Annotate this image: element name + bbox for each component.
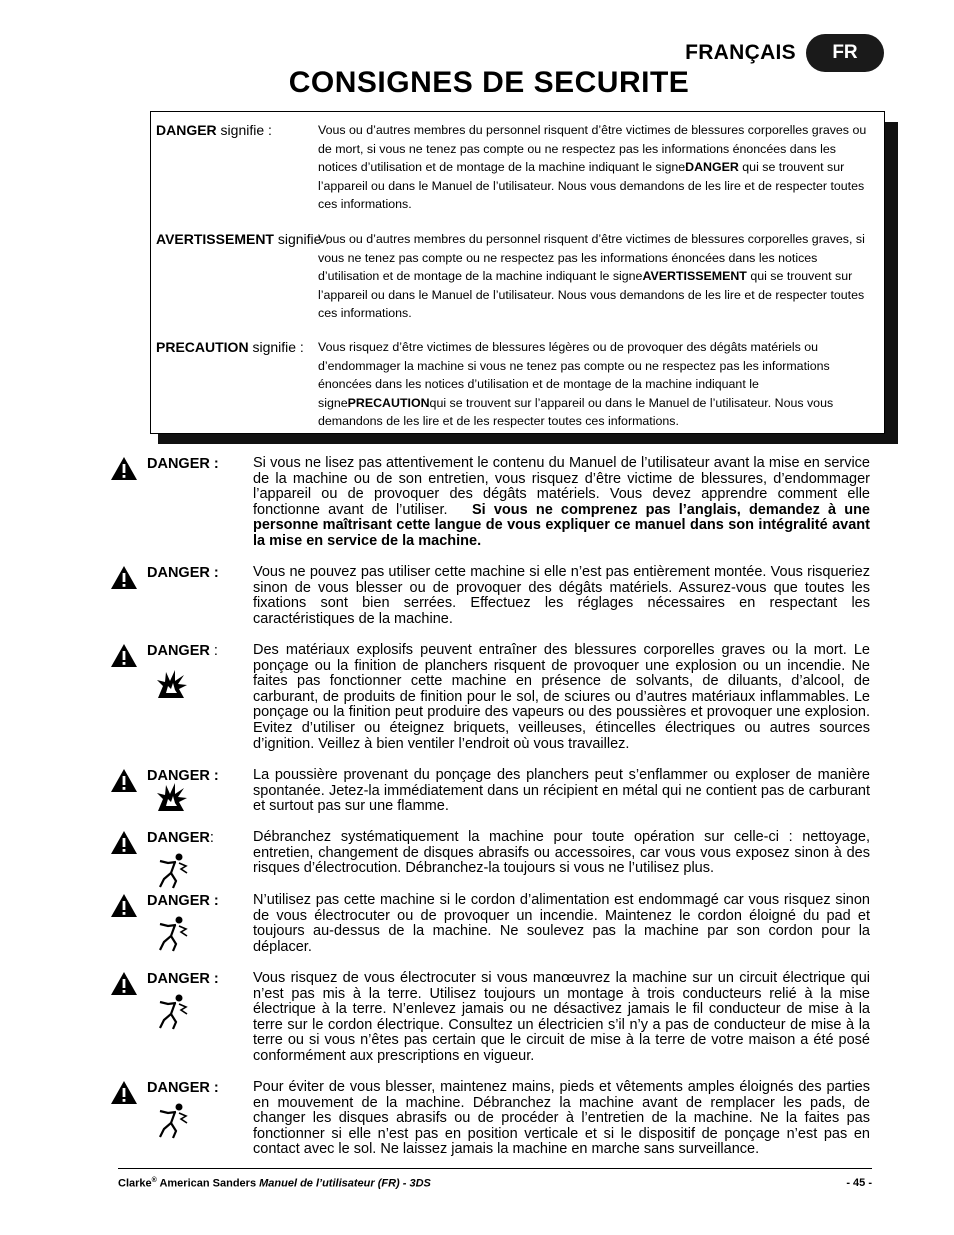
definitions-box: [150, 111, 885, 434]
warning-triangle-icon: [110, 893, 138, 918]
warning-label: DANGER :: [147, 971, 219, 987]
page-title: CONSIGNES DE SECURITE: [288, 66, 690, 99]
warning-text: Vous risquez de vous électrocuter si vous manœuvrez la machine sur un circuit électrique qui n’est pas mis à la terre. Utilisez toujours un montage à trois conducteurs relié à la mise électrique à la terre. N’enlevez jamais ou ne désactivez jamais le fil conducteur de mise à la terre sur le cordon électrique. Consultez un électricien s’il n’y a pas de conducteur de mise à la terre ou si vous n’êtes pas certain que le circuit de mise à la terre de votre maison a été posé conformément aux prescriptions en vigueur.: [253, 970, 870, 1064]
definition-text: Vous ou d’autres membres du personnel risquent d’être victimes de blessures corporelles graves, si vous ne tenez pas compte ou ne respectez pas les informations énoncées dans les notices d’utilisation et de montage de la machine indiquant le signeAVERTISSEMENT qui se trouvent sur l’appareil ou dans le Manuel de l’utilisateur. Nous vous demandons de les lire et de respecter toutes ces informations.: [318, 232, 865, 321]
explosion-icon: [154, 669, 188, 699]
page-number: - 45 -: [846, 1177, 872, 1189]
definition-term: DANGER: [156, 122, 217, 138]
warning-label: DANGER :: [147, 893, 219, 909]
definition-precaution: PRECAUTION signifie : Vous risquez d’être victimes de blessures légères ou de provoquer des dégâts matériels ou d’endommager la machine si vous ne tenez pas compte ou ne respectez pas les informations énoncées dans les notices d’utilisation et de montage de la machine indiquant le signePRECAUTIONqui se trouvent sur l’appareil ou dans le Manuel de l’utilisateur. Nous vous demandons de les lire et de les respecter toutes ces informations.: [156, 338, 878, 431]
explosion-icon: [154, 782, 188, 812]
warning-triangle-icon: [110, 643, 138, 668]
warning-text: N’utilisez pas cette machine si le cordon d’alimentation est endommagé car vous risquez sinon de vous électrocuter ou de provoquer un incendie. Maintenez le cordon éloigné du pad et toujours au-dessus de la machine. Ne soulevez pas la machine par son cordon pour la déplacer.: [253, 892, 870, 955]
warning-label: DANGER :: [147, 565, 219, 581]
definition-text: Vous ou d’autres membres du personnel risquent d’être victimes de blessures corporelles graves ou de mort, si vous ne tenez pas compte ou ne respectez pas les informations énoncées dans les notices d’utilisation et de montage de la machine indiquant le signeDANGER qui se trouvent sur l’appareil ou dans le Manuel de l’utilisateur. Nous vous demandons de les lire et de respecter toutes ces informations.: [318, 123, 867, 212]
warning-text: Des matériaux explosifs peuvent entraîner des blessures corporelles graves ou la mort. Le ponçage ou la finition de planchers risquent de provoquer une explosion ou un incendie. Ne faites pas fonctionner cette machine en présence de solvants, de diluants, d’alcool, de carburant, de produits de finition pour le sol, de sciures ou d’autres matériaux inflammables. Le ponçage ou la finition peut produire des vapeurs ou des poussières et provoquer une explosion. Evitez d’utiliser ou éteignez briquets, veilleuses, étincelles électriques ou autres sources d’ignition. Veillez à bien ventiler l’endroit où vous travaillez.: [253, 642, 870, 752]
warning-label: DANGER :: [147, 643, 218, 659]
warning-triangle-icon: [110, 971, 138, 996]
warning-text: Débranchez systématiquement la machine pour toute opération sur celle-ci : nettoyage, entretien, changement de disques abrasifs ou accessoires, car vous vous exposez sinon à des risques d’électrocution. Débranchez-la toujours si vous ne l’utilisez plus.: [253, 829, 870, 877]
warning-text: Si vous ne lisez pas attentivement le contenu du Manuel de l’utilisateur avant la mise en service de la machine ou de son entretien, vous risquez d’être victime de blessures, d’endommager l’appareil ou de provoquer des dégâts matériels. Vous devez apprendre comment elle fonctionne avant de l’utiliser. Si vous ne comprenez pas l’anglais, demandez à une personne maîtrisant cette langue de vous expliquer ce manuel dans son intégralité avant la mise en service de la machine.: [253, 455, 871, 549]
warning-triangle-icon: [110, 565, 138, 590]
electric-shock-icon: [154, 915, 190, 953]
language-label: FRANÇAIS: [685, 41, 796, 64]
warning-label: DANGER :: [147, 768, 219, 784]
warning-label: DANGER :: [147, 456, 219, 472]
definition-danger: DANGER signifie : Vous ou d’autres membres du personnel risquent d’être victimes de blessures corporelles graves ou de mort, si vous ne tenez pas compte ou ne respectez pas les informations énoncées dans les notices d’utilisation et de montage de la machine indiquant le signeDANGER qui se trouvent sur l’appareil ou dans le Manuel de l’utilisateur. Nous vous demandons de les lire et de respecter toutes ces informations.: [156, 121, 878, 214]
definition-term: PRECAUTION: [156, 339, 249, 355]
electric-shock-icon: [154, 993, 190, 1031]
warning-text: Pour éviter de vous blesser, maintenez mains, pieds et vêtements amples éloignés des parties en mouvement de la machine. Débranchez la machine avant de remplacer les pads, de changer les disques abrasifs ou de procéder à l’entretien de la machine. Ne la faites pas fonctionner si elle n’est pas en position verticale et si le dispositif de ponçage n’est pas en contact avec le sol. Ne laissez jamais la machine en marche sans surveillance.: [253, 1079, 870, 1158]
warning-label: DANGER :: [147, 1080, 219, 1096]
warning-text: Vous ne pouvez pas utiliser cette machine si elle n’est pas entièrement montée. Vous risqueriez sinon de vous blesser ou de provoquer des dégâts matériels. Assurez-vous que toutes les fixations sont bien serrées. Effectuez les réglages nécessaires en respectant les caractéristiques de la machine.: [253, 564, 870, 627]
warning-triangle-icon: [110, 830, 138, 855]
warning-label: DANGER:: [147, 830, 214, 846]
definition-text: Vous risquez d’être victimes de blessures légères ou de provoquer des dégâts matériels ou d’endommager la machine si vous ne tenez pas compte ou ne respectez pas les informations énoncées dans les notices d’utilisation et de montage de la machine indiquant le signePRECAUTIONqui se trouvent sur l’appareil ou dans le Manuel de l’utilisateur. Nous vous demandons de les lire et de les respecter toutes ces informations.: [318, 340, 834, 429]
footer-divider: [118, 1168, 872, 1169]
footer-manual-info: Clarke® American Sanders Manuel de l’utilisateur (FR) - 3DS: [118, 1177, 431, 1190]
warning-triangle-icon: [110, 1080, 138, 1105]
definition-avertissement: AVERTISSEMENT signifie : Vous ou d’autres membres du personnel risquent d’être victimes de blessures corporelles graves, si vous ne tenez pas compte ou ne respectez pas les informations énoncées dans les notices d’utilisation et de montage de la machine indiquant le signeAVERTISSEMENT qui se trouvent sur l’appareil ou dans le Manuel de l’utilisateur. Nous vous demandons de les lire et de respecter toutes ces informations.: [156, 230, 878, 323]
warning-text: La poussière provenant du ponçage des planchers peut s’enflammer ou exploser de manière spontanée. Jetez-la immédiatement dans un récipient en métal qui ne contient pas de carburant et surtout pas sur une flamme.: [253, 767, 870, 815]
warning-triangle-icon: [110, 456, 138, 481]
warning-triangle-icon: [110, 768, 138, 793]
electric-shock-icon: [154, 1102, 190, 1140]
definition-term: AVERTISSEMENT: [156, 231, 274, 247]
electric-shock-icon: [154, 852, 190, 890]
language-code-badge: FR: [806, 34, 884, 72]
